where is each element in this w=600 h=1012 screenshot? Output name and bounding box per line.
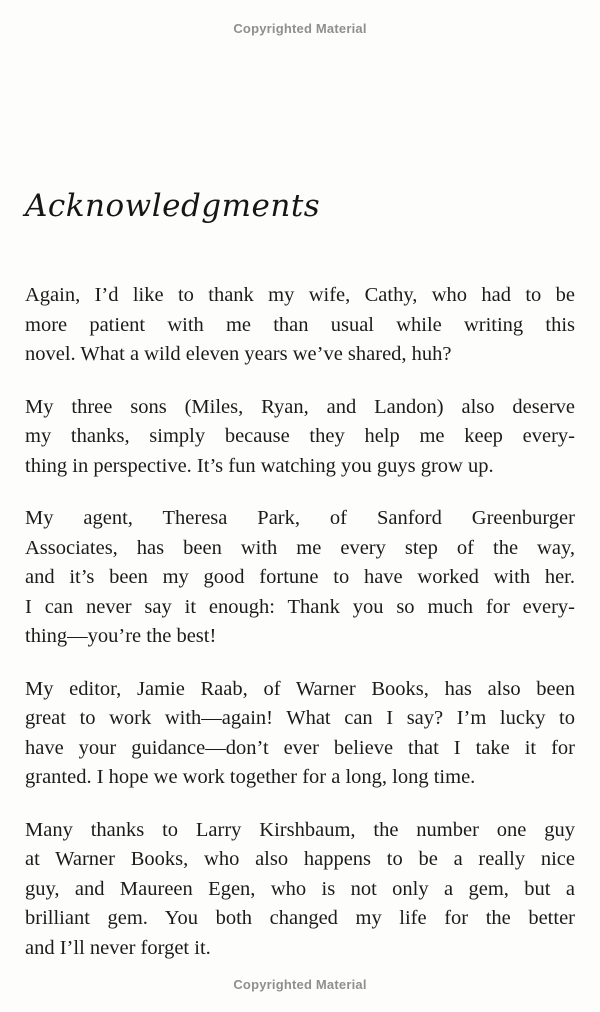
text-line: have your guidance—don’t ever believe that I take it for [25, 736, 575, 759]
paragraph-1 [25, 281, 575, 370]
text-line: Many thanks to Larry Kirshbaum, the number one guy [25, 818, 575, 841]
text-line: brilliant gem. You both changed my life for the better [25, 907, 575, 929]
text-line: guy, and Maureen Egen, who is not only a gem, but a [25, 877, 575, 900]
text-line: novel. What a wild eleven years we’ve shared, huh? [25, 343, 452, 365]
page-body [25, 281, 575, 963]
text-line: great to work with—again! What can I say? I’m lucky to [25, 707, 575, 729]
text-line: and I’ll never forget it. [25, 936, 211, 959]
text-line: thing in perspective. It’s fun watching you guys grow up. [25, 454, 494, 477]
text-line: more patient with me than usual while writing this [25, 313, 575, 336]
text-line: My editor, Jamie Raab, of Warner Books, has also been [25, 677, 575, 700]
text-line: My agent, Theresa Park, of Sanford Greenburger [25, 507, 575, 529]
text-line: Again, I’d like to thank my wife, Cathy, who had to be [25, 284, 575, 306]
paragraph-5 [25, 816, 575, 964]
paragraph-4 [25, 675, 575, 793]
text-line: at Warner Books, who also happens to be a really nice [25, 848, 575, 870]
text-line: my thanks, simply because they help me keep every- [25, 425, 575, 447]
text-line: thing—you’re the best! [25, 625, 217, 647]
text-line: My three sons (Miles, Ryan, and Landon) also deserve [25, 395, 575, 418]
paragraph-3 [25, 504, 575, 652]
copyright-notice-bottom: Copyrighted Material [233, 977, 367, 992]
copyright-notice-top: Copyrighted Material [233, 21, 367, 36]
page-title: Acknowledgments [25, 188, 321, 224]
text-line: Associates, has been with me every step of the way, [25, 536, 575, 559]
text-line: and it’s been my good fortune to have worked with her. [25, 566, 575, 588]
text-line: granted. I hope we work together for a long, long time. [25, 766, 476, 788]
paragraph-2 [25, 393, 575, 482]
text-line: I can never say it enough: Thank you so much for every- [25, 595, 575, 618]
